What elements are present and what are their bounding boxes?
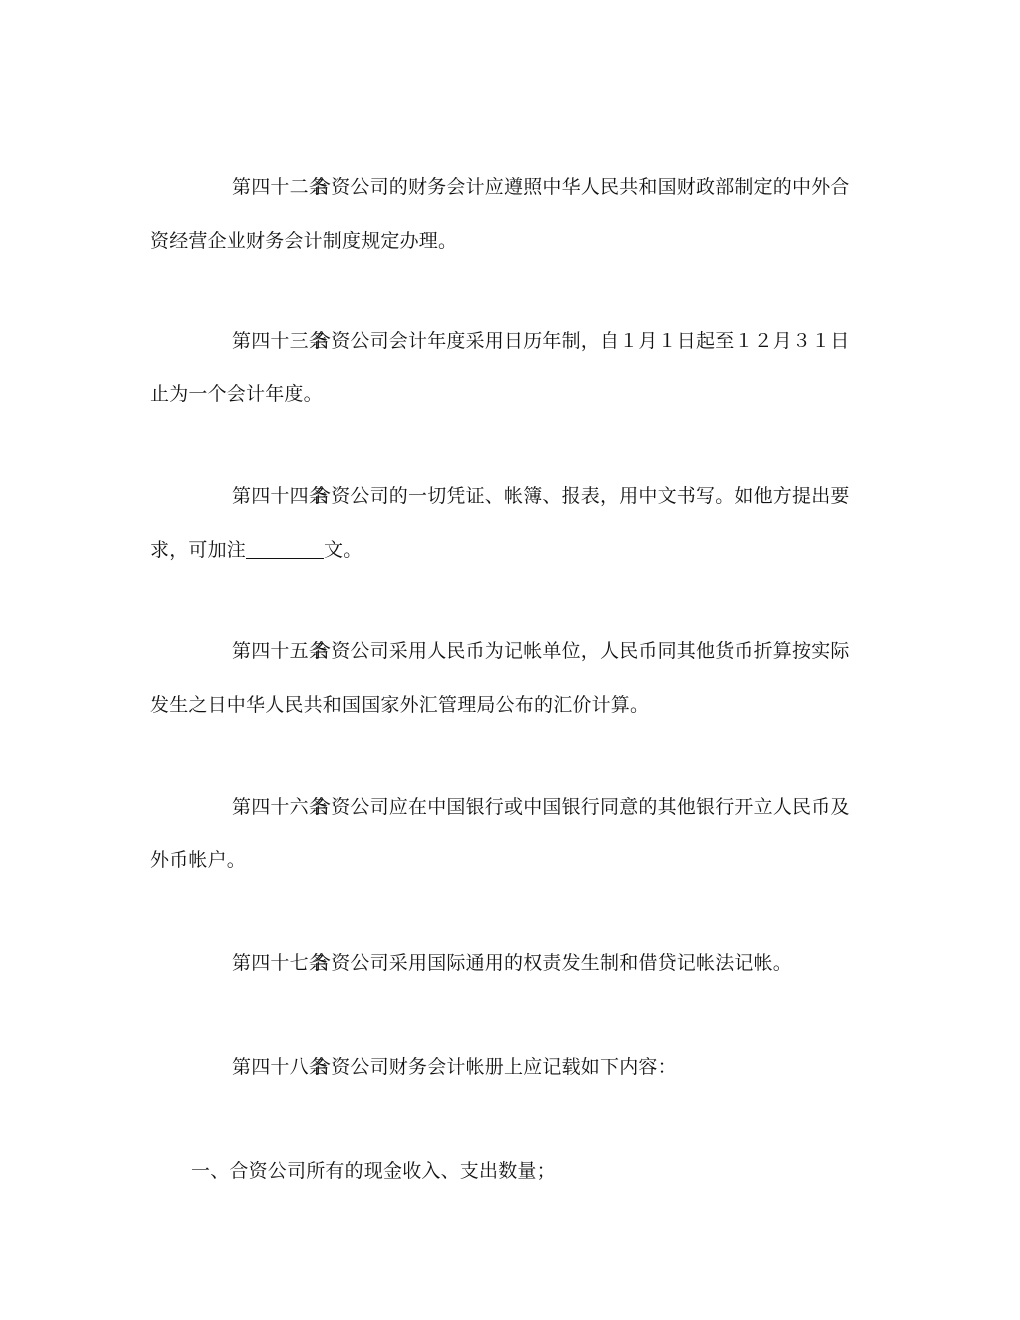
article-44-line-1 [150,483,872,509]
article-46-number: 第四十六条 [232,796,329,818]
article-44-line-2 [150,537,872,563]
article-45-line-1 [150,638,872,664]
article-47-line-1 [150,950,872,976]
article-42-line-2: 资经营企业财务会计制度规定办理。 [150,230,458,252]
article-46-line-2: 外币帐户。 [150,849,247,871]
article-42-number: 第四十二条 [232,176,329,198]
article-42-text: 合资公司的财务会计应遵照中华人民共和国财政部制定的中外合 [312,176,850,198]
article-45-line-2: 发生之日中华人民共和国国家外汇管理局公布的汇价计算。 [150,694,650,716]
language-blank-field [246,538,324,559]
article-44-number: 第四十四条 [232,485,329,507]
article-44-text-before-blank: 求，可加注 [150,539,247,561]
article-44-text-after-blank: 文。 [324,539,363,561]
article-46-text: 合资公司应在中国银行或中国银行同意的其他银行开立人民币及 [312,796,850,818]
article-47-number: 第四十七条 [232,952,329,974]
article-48-number: 第四十八条 [232,1056,329,1078]
article-43-line-2: 止为一个会计年度。 [150,383,323,405]
article-46-line-1 [150,794,872,820]
list-item: 一、合资公司所有的现金收入、支出数量； [191,1160,556,1182]
article-45-text: 合资公司采用人民币为记帐单位，人民币同其他货币折算按实际 [312,640,850,662]
article-47-text: 合资公司采用国际通用的权责发生制和借贷记帐法记帐。 [312,952,793,974]
article-43-text: 合资公司会计年度采用日历年制，自１月１日起至１２月３１日 [312,330,850,352]
article-45-number: 第四十五条 [232,640,329,662]
article-48-text: 合资公司财务会计帐册上应记载如下内容： [312,1056,677,1078]
article-43-line-1 [150,328,872,354]
article-48-line-1 [150,1054,872,1080]
article-44-text: 合资公司的一切凭证、帐簿、报表，用中文书写。如他方提出要 [312,485,850,507]
article-43-number: 第四十三条 [232,330,329,352]
article-42-line-1 [150,174,872,200]
